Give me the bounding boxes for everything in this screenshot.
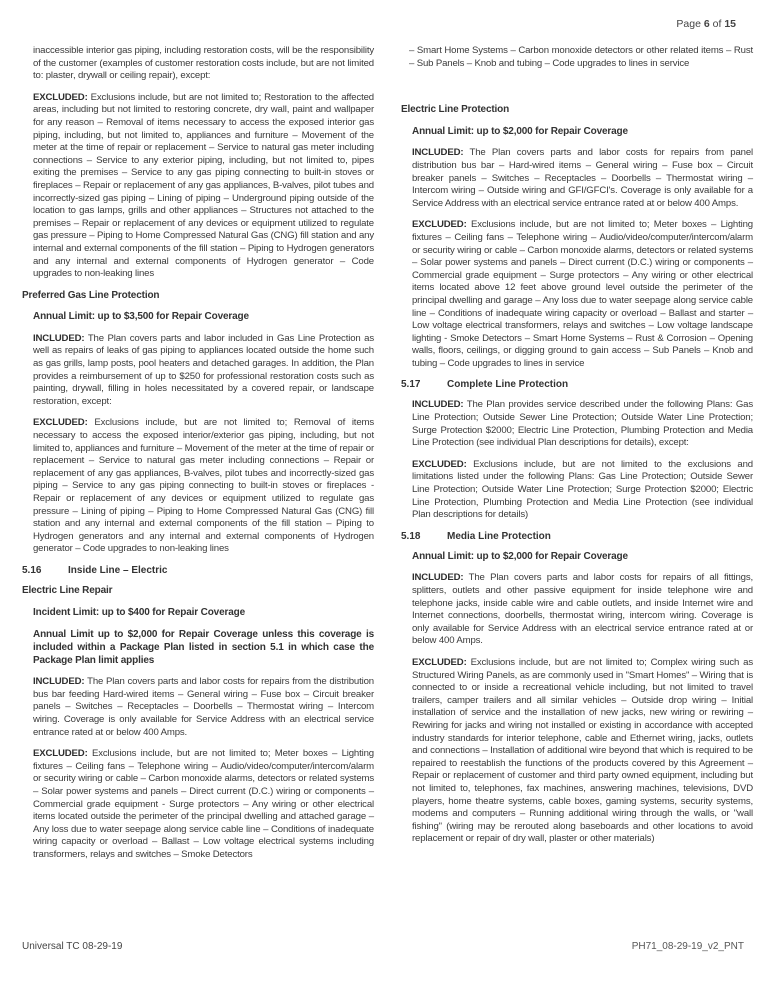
electric-line-protection-heading: Electric Line Protection [401,104,510,116]
electric-line-repair-heading: Electric Line Repair [22,584,113,596]
included-label: INCLUDED: [412,572,464,584]
section-number: 5.18 [401,530,421,542]
mlp-excluded-paragraph [412,657,753,846]
elp-excluded-paragraph [412,219,753,370]
included-text: The Plan provides service described under the following Plans: Gas Line Protection; Outside Sewer Line Protection; Outside Water Line Protection; Surge Protection $2000; Electric Line Protection, Plumbing Protection and Media Line Protection (see individual Plan descriptions for details), except: [412,399,753,449]
elp-annual-limit: Annual Limit: up to $2,000 for Repair Coverage [412,125,628,137]
page-current: 6 [703,18,710,30]
page-total: 15 [724,18,736,30]
included-text: The Plan covers parts and labor costs for repairs of all fittings, splitters, outlets and other passive equipment for inside telephone wire and telephone jacks, inside cable wire and cable outlets, and inside Internet wire and Internet connections, doorbells, thermostat wiring, intercom wiring. Coverage is only available for Service Address with an electrical service entrance rated at or below 400 Amps. [412,572,753,647]
gas-excluded-paragraph [33,92,374,281]
page-of: of [712,18,722,30]
excluded-text: Exclusions include, but are not limited to the exclusions and limitations listed under the following Plans: Gas Line Protection; Outside Sewer Line Protection; Outside Water Line Protection; Surge Protection $2000; Electric Line Protection, Plumbing Protection and Media Line Protection (see individual Plan descriptions for details) [412,458,753,521]
excluded-label: EXCLUDED: [33,748,88,760]
excluded-text: Exclusions include, but are not limited to; Meter boxes – Lighting fixtures – Ceiling fans – Telephone wiring – Audio/video/computer/intercom/alarm or security wiring or cable – Carbon monoxide alarms, detectors or related systems – Solar power systems and panels – Direct current (D.C.) wiring or components – Commercial grade equipment - Surge protectors – Any wiring or other electrical items located outside the perimeter of the principal dwelling and attached garage – Any loss due to water seepage along service cable line – Conditions of inadequate wiring capacity or overload – Ballast – Low voltage electrical systems including transformers, relays and switches – Smoke Detectors [33,748,374,860]
included-label: INCLUDED: [412,147,464,159]
excluded-label: EXCLUDED: [33,417,88,429]
preferred-annual-limit: Annual Limit: up to $3,500 for Repair Coverage [33,311,249,323]
left-column [22,45,374,861]
footer-left: Universal TC 08-29-19 [22,941,123,952]
section-title: Inside Line – Electric [68,564,168,576]
included-text: The Plan covers parts and labor costs for repairs from the distribution bus bar feeding Hard-wired items – General wiring – Fuse box – Circuit breaker panels – Switches – Receptacles – Doorbells – Thermostat wiring – Intercom wiring. Coverage is only available for Service Address with an electrical service entrance rated at or below 400 Amps. [33,676,374,738]
annual-limit: Annual Limit up to $2,000 for Repair Coverage unless this coverage is included within a Package Plan listed in section 5.1 in which case the Package Plan limit applies [33,629,374,667]
excluded-text: Exclusions include, but are not limited to; Restoration to the affected areas, including but not limited to restoring concrete, dry wall, paint and wallpaper for any reason – Removal of items necessary to access the exposed interior gas piping, including, but not limited to, appliances and furniture – Movement of the meter at the time of repair or replacement – Service to natural gas meter including connections – Service to any exterior piping, including, but not limited to, pipes exiting the premises – Service to any gas piping connecting to built-in stoves or fireplaces – Repair or replacement of any gas appliances, B-valves, pilot tubes and incorrectly-sized gas piping – Lining of piping – Underground piping outside of the location to gas lamps, grills and other appliances – Structures not attached to the premises – Repair or replacement of any devices or equipment utilized to regulate gas pressure – Piping to Home Compressed Natural Gas (CNG) fill station and any internal and external components of the fill station – Piping to Hydrogen generators and any internal and external components of Hydrogen generator – Code upgrades to non-leaking lines [33,91,374,280]
included-text: The Plan covers parts and labor included in Gas Line Protection as well as repairs of leaks of gas piping to appliances located outside the home such as gas grills, lamp posts, pool heaters and detached garages. In addition, the Plan provides a reimbursement of up to $250 for professional restoration costs such as painting, drywall, filling in holes necessitated by a covered repair, or landscape restoration, except: [33,332,374,407]
electric-repair-included-paragraph [33,676,374,739]
excluded-text: Exclusions include, but are not limited to; Meter boxes – Lighting fixtures – Ceiling fans – Telephone wiring – Audio/video/computer/intercom/alarm or security wiring or cable – Carbon monoxide alarms, detectors or related systems – Solar power systems and panels – Direct current (D.C.) wiring or components – Commercial grade equipment – Surge protectors – Any wiring or other electrical items located above 12 feet above ground level outside the perimeter of the principal dwelling and garage – Any loss due to water seepage along service cable line – Conditions of inadequate wiring capacity or overload – Ballast and starter – Low voltage electrical transformers, relays and switches – Low voltage landscape lighting - Smoke Detectors – Smart Home Systems – Rust & Corrosion – Opening walls, floors, ceilings, or digging ground to gain access – Sub Panels – Knob and tubing – Code upgrades to lines in service [412,219,753,369]
excluded-label: EXCLUDED: [412,656,467,668]
included-text: The Plan covers parts and labor costs for repairs from panel distribution bus bar – Hard-wired items – General wiring – Fuse box – Circuit breaker panels – Switches – Receptacles – Doorbells – Thermostat wiring – Intercom wiring – Outside wiring and GFI/GFCI's. Coverage is only available for a Service Address with an electrical service entrance rated at or below 400 Amps. [412,147,753,209]
preferred-included-paragraph [33,333,374,409]
continued-paragraph: – Smart Home Systems – Carbon monoxide detectors or other related items – Rust – Sub Panels – Knob and tubing – Code upgrades to lines in service [409,45,753,69]
preferred-excluded-paragraph [33,417,374,556]
excluded-text: Exclusions include, but are not limited to; Complex wiring such as Structured Wiring Panels, as are commonly used in "Smart Homes" – Wiring that is connected to or inside a recreational vehicle including, but not limited to travel trailers, camper trailers and all similar vehicles – Outside drop wiring – Initial installation of service and the installation of new jacks, new wiring or rewiring – Rewiring for jacks and wiring not installed or existing in accordance with accepted industry standards for interior telephone, cable and Ethernet wiring, jacks, outlets and connections – Installation of additional wire beyond that which is required to be repaired to reestablish the functions of the products covered by this Agreement – Repair or replacement of customer and third party owned equipment, including but not limited to, telephones, fax machines, answering machines, televisions, DVD players, home theatre systems, cable boxes, gaming systems, security systems, modems and computers – Running additional wiring through the walls, or "wall fishing" (wiring may be rerouted along baseboards and other locations to avoid replacement or repair of dry wall, plaster or other materials) [412,656,753,845]
section-title: Complete Line Protection [447,379,569,391]
section-5-18-heading [401,531,753,542]
elp-included-paragraph [412,147,753,210]
page-label: Page [676,18,701,30]
included-label: INCLUDED: [412,399,464,411]
excluded-label: EXCLUDED: [412,219,467,231]
right-column [401,45,753,846]
section-5-16-heading [22,565,374,576]
section-5-17-heading [401,379,753,390]
electric-repair-excluded-paragraph [33,748,374,861]
footer-right: PH71_08-29-19_v2_PNT [631,941,744,952]
page-number [676,18,736,30]
mlp-annual-limit: Annual Limit: up to $2,000 for Repair Coverage [412,550,628,562]
intro-paragraph: inaccessible interior gas piping, including restoration costs, will be the responsibility of the customer (examples of customer restoration costs include, but are not limited to: plaster, drywall or ceiling repair), except: [33,45,374,82]
section-number: 5.16 [22,564,42,576]
clp-excluded-paragraph [412,459,753,522]
excluded-text: Exclusions include, but are not limited to; Removal of items necessary to access the exposed interior/exterior gas piping, including, but not limited to, appliances and furniture – Movement of the meter at the time of repair or replacement – Service to natural gas meter including connections – Repair or replacement of any gas appliances, B-valves, pilot tubes and incorrectly-sized gas piping – Service to any gas piping connecting to built-in stoves or fireplaces - Repair or replacement of any devices or equipment utilized to regulate gas pressure – Lining of piping – Piping to Home Compressed Natural Gas (CNG) fill station and any internal and external components of the fill station – Piping to Hydrogen generators and any internal and external components of Hydrogen generator – Code upgrades to non-leaking lines [33,417,374,555]
included-label: INCLUDED: [33,676,85,688]
excluded-label: EXCLUDED: [412,458,467,470]
section-number: 5.17 [401,379,421,391]
clp-included-paragraph [412,399,753,449]
excluded-label: EXCLUDED: [33,91,88,103]
preferred-gas-heading: Preferred Gas Line Protection [22,289,160,301]
mlp-included-paragraph [412,572,753,648]
section-title: Media Line Protection [447,530,551,542]
incident-limit: Incident Limit: up to $400 for Repair Coverage [33,606,246,618]
included-label: INCLUDED: [33,332,85,344]
